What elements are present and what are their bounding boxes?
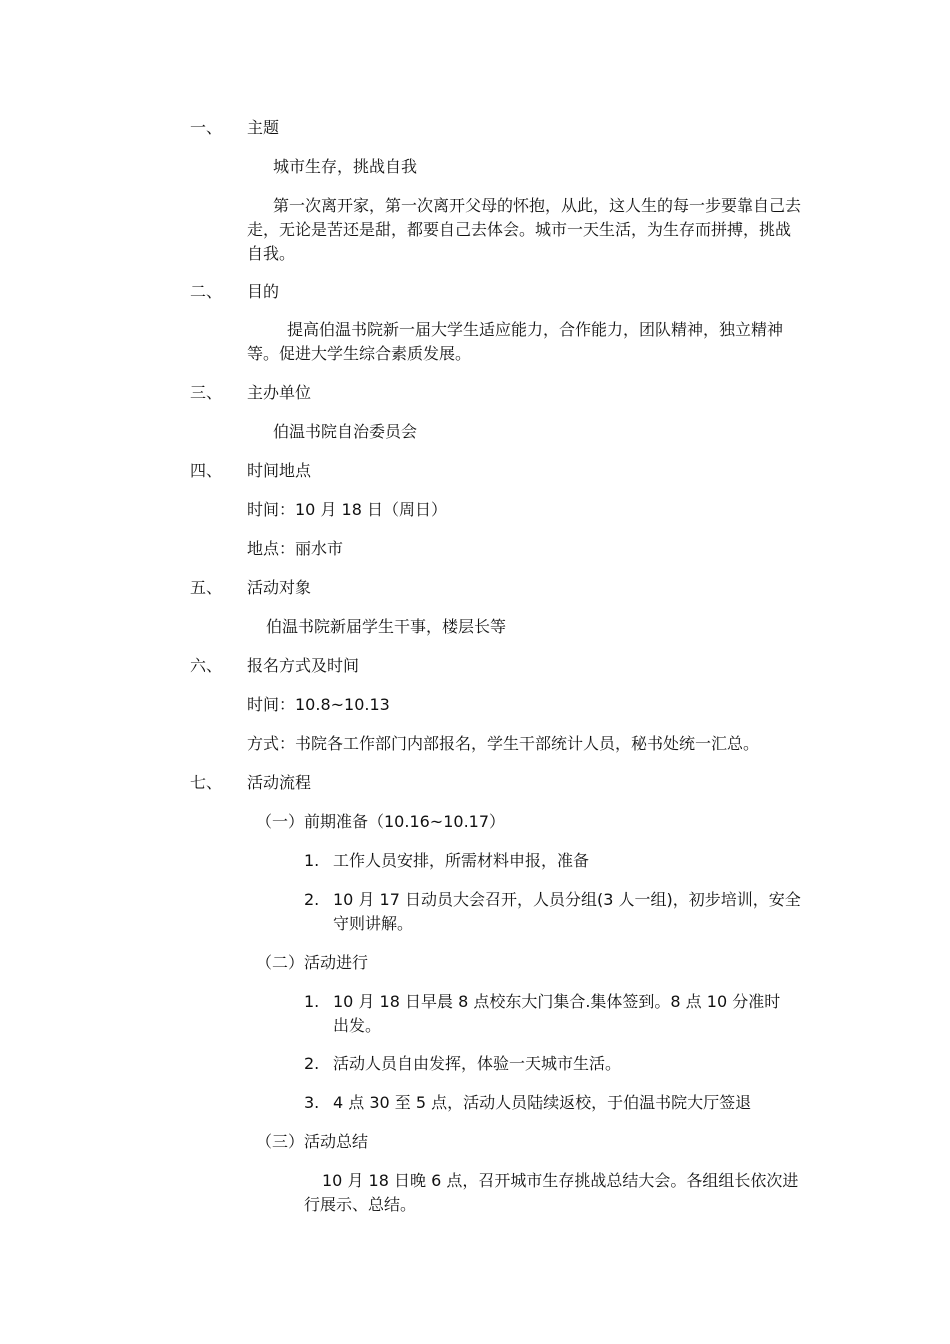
section-2-paragraph: 提高伯温书院新一届大学生适应能力，合作能力，团队精神，独立精神等。促进大学生综合素质发展。: [247, 320, 784, 363]
list-item-text: 10 月 18 日早晨 8 点校东大门集合.集体签到。8 点 10 分准时出发。: [333, 992, 781, 1035]
section-6-number: 六、: [190, 656, 223, 675]
section-3-content: 伯温书院自治委员会: [273, 422, 418, 441]
subsection-3-title: 活动总结: [304, 1132, 369, 1151]
subsection-1-number: （一）: [256, 812, 305, 831]
section-6-time: 时间：10.8~10.13: [247, 695, 390, 714]
section-1-number: 一、: [190, 118, 223, 137]
section-4-time: 时间：10 月 18 日（周日）: [247, 500, 447, 519]
list-item-number: 3.: [304, 1093, 320, 1112]
subsection-3-paragraph: 10 月 18 日晚 6 点，召开城市生存挑战总结大会。各组组长依次进行展示、总结。: [304, 1171, 799, 1214]
section-4-title: 时间地点: [247, 461, 312, 480]
section-1-title: 主题: [247, 118, 280, 137]
subsection-3-number: （三）: [256, 1132, 305, 1151]
section-7-number: 七、: [190, 773, 223, 792]
list-item-number: 2.: [304, 890, 320, 909]
list-item-number: 1.: [304, 992, 320, 1011]
section-5-title: 活动对象: [247, 578, 312, 597]
subsection-1-title: 前期准备（10.16~10.17）: [304, 812, 506, 831]
section-6-title: 报名方式及时间: [247, 656, 360, 675]
section-4-number: 四、: [190, 461, 223, 480]
section-1-paragraph: 第一次离开家，第一次离开父母的怀抱，从此，这人生的每一步要靠自己去走，无论是苦还是甜，都要自己去体会。城市一天生活，为生存而拼搏，挑战自我。: [247, 196, 802, 263]
list-item-text: 活动人员自由发挥，体验一天城市生活。: [333, 1054, 622, 1073]
subsection-2-number: （二）: [256, 953, 305, 972]
section-2-title: 目的: [247, 282, 280, 301]
list-item-text: 4 点 30 至 5 点，活动人员陆续返校，于伯温书院大厅签退: [333, 1093, 752, 1112]
section-5-number: 五、: [190, 578, 223, 597]
list-item-text: 10 月 17 日动员大会召开，人员分组(3 人一组)，初步培训，安全守则讲解。: [333, 890, 801, 933]
list-item-number: 1.: [304, 851, 320, 870]
section-1-subtitle: 城市生存，挑战自我: [273, 157, 418, 176]
subsection-2-title: 活动进行: [304, 953, 369, 972]
section-6-method: 方式：书院各工作部门内部报名，学生干部统计人员，秘书处统一汇总。: [247, 734, 760, 753]
section-2-number: 二、: [190, 282, 223, 301]
section-7-title: 活动流程: [247, 773, 312, 792]
section-5-content: 伯温书院新届学生干事，楼层长等: [266, 617, 507, 636]
section-3-title: 主办单位: [247, 383, 312, 402]
section-4-place: 地点：丽水市: [247, 539, 344, 558]
section-3-number: 三、: [190, 383, 223, 402]
list-item-number: 2.: [304, 1054, 320, 1073]
list-item-text: 工作人员安排，所需材料申报，准备: [333, 851, 590, 870]
